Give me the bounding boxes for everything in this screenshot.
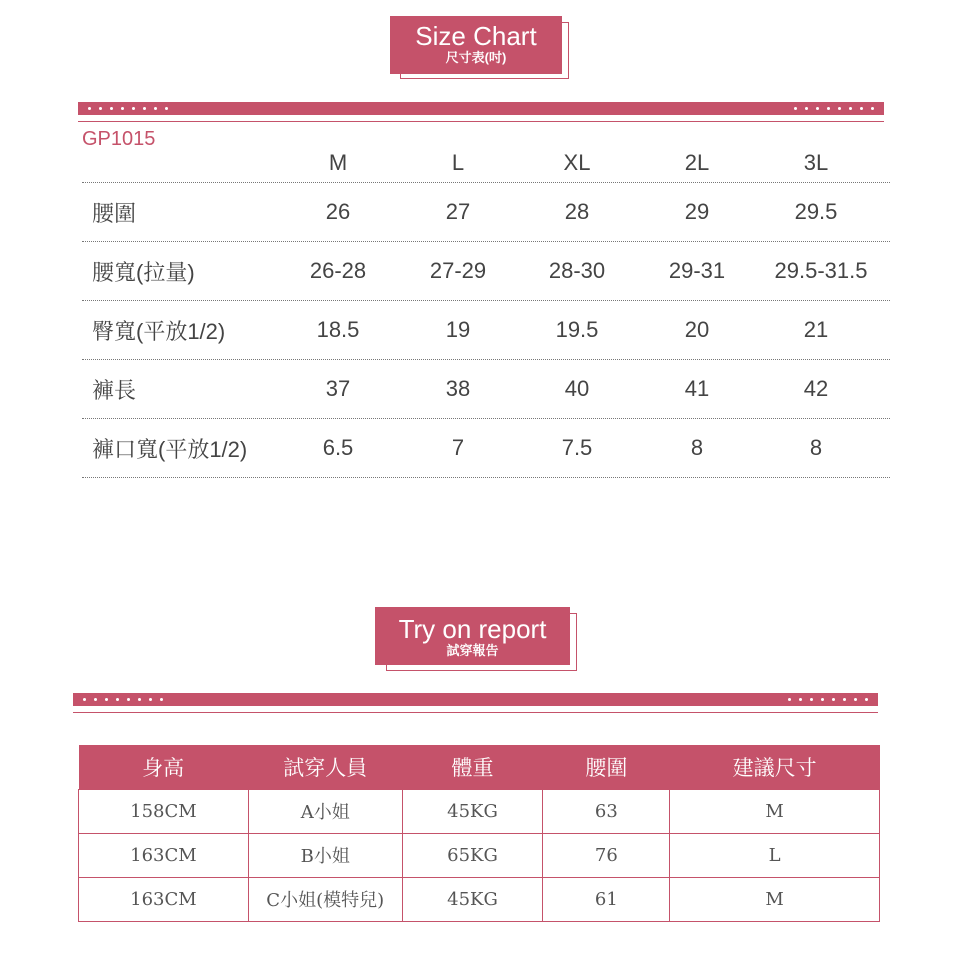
size-value: 8 bbox=[809, 435, 823, 460]
try-on-title: Try on report bbox=[398, 614, 547, 644]
try-on-table bbox=[78, 745, 880, 922]
badge-fill bbox=[375, 607, 570, 665]
size-value: 40 bbox=[564, 376, 590, 401]
size-value: 28-30 bbox=[548, 258, 606, 283]
size-value: 26 bbox=[325, 199, 351, 224]
table-cell: B小姐 bbox=[248, 833, 402, 877]
column-header: 體重 bbox=[402, 745, 543, 789]
table-cell: M bbox=[670, 877, 880, 921]
table-cell: 163CM bbox=[79, 877, 249, 921]
size-value: 29 bbox=[684, 199, 710, 224]
size-header: XL bbox=[563, 150, 591, 175]
size-chart-title: Size Chart bbox=[415, 21, 537, 51]
size-value: 26-28 bbox=[309, 258, 367, 283]
size-row bbox=[82, 242, 890, 301]
column-header: 建議尺寸 bbox=[670, 745, 880, 789]
measurement-label: 腰寬(拉量) bbox=[92, 259, 195, 285]
size-value: 8 bbox=[690, 435, 704, 460]
size-row bbox=[82, 419, 890, 478]
size-header: 2L bbox=[684, 150, 710, 175]
size-value: 29.5 bbox=[794, 199, 838, 224]
table-cell: L bbox=[670, 833, 880, 877]
table-row bbox=[79, 833, 880, 877]
size-value: 27-29 bbox=[429, 258, 487, 283]
size-row bbox=[82, 301, 890, 360]
table-cell: 45KG bbox=[402, 789, 543, 833]
product-code: GP1015 bbox=[82, 128, 156, 150]
column-header: 腰圍 bbox=[543, 745, 670, 789]
size-value: 29-31 bbox=[668, 258, 726, 283]
try-on-subtitle: 試穿報告 bbox=[446, 643, 499, 658]
table-row bbox=[79, 877, 880, 921]
table-cell: 45KG bbox=[402, 877, 543, 921]
size-value: 19.5 bbox=[555, 317, 599, 342]
measurement-label: 腰圍 bbox=[92, 200, 137, 226]
size-value: 37 bbox=[325, 376, 351, 401]
measurement-label: 褲口寬(平放1/2) bbox=[92, 436, 248, 462]
size-row bbox=[82, 183, 890, 242]
table-cell: 63 bbox=[543, 789, 670, 833]
decorative-band bbox=[73, 693, 878, 706]
table-cell: 65KG bbox=[402, 833, 543, 877]
decorative-band bbox=[78, 102, 884, 115]
table-cell: 76 bbox=[543, 833, 670, 877]
size-row bbox=[82, 360, 890, 419]
table-cell: C小姐(模特兒) bbox=[248, 877, 402, 921]
table-cell: A小姐 bbox=[248, 789, 402, 833]
size-value: 21 bbox=[803, 317, 829, 342]
column-header: 身高 bbox=[79, 745, 249, 789]
measurement-label: 臀寬(平放1/2) bbox=[92, 318, 226, 344]
size-value: 19 bbox=[445, 317, 471, 342]
size-header-row bbox=[82, 124, 890, 183]
size-value: 7 bbox=[451, 435, 465, 460]
size-value: 27 bbox=[445, 199, 471, 224]
size-value: 20 bbox=[684, 317, 710, 342]
size-value: 18.5 bbox=[316, 317, 360, 342]
table-cell: 163CM bbox=[79, 833, 249, 877]
table-cell: 158CM bbox=[79, 789, 249, 833]
size-value: 29.5-31.5 bbox=[774, 258, 868, 283]
size-value: 28 bbox=[564, 199, 590, 224]
table-cell: M bbox=[670, 789, 880, 833]
size-value: 42 bbox=[803, 376, 829, 401]
size-value: 7.5 bbox=[561, 435, 593, 460]
size-chart-subtitle: 尺寸表(吋) bbox=[445, 50, 507, 65]
band-underline bbox=[73, 712, 878, 713]
size-value: 41 bbox=[684, 376, 710, 401]
table-header-row bbox=[79, 745, 880, 789]
size-value: 38 bbox=[445, 376, 471, 401]
badge-fill bbox=[390, 16, 562, 74]
table-row bbox=[79, 789, 880, 833]
size-header: M bbox=[328, 150, 348, 175]
band-underline bbox=[78, 121, 884, 122]
size-header: 3L bbox=[803, 150, 829, 175]
column-header: 試穿人員 bbox=[248, 745, 402, 789]
size-header: L bbox=[451, 150, 465, 175]
measurement-label: 褲長 bbox=[92, 377, 137, 403]
table-cell: 61 bbox=[543, 877, 670, 921]
size-value: 6.5 bbox=[322, 435, 354, 460]
